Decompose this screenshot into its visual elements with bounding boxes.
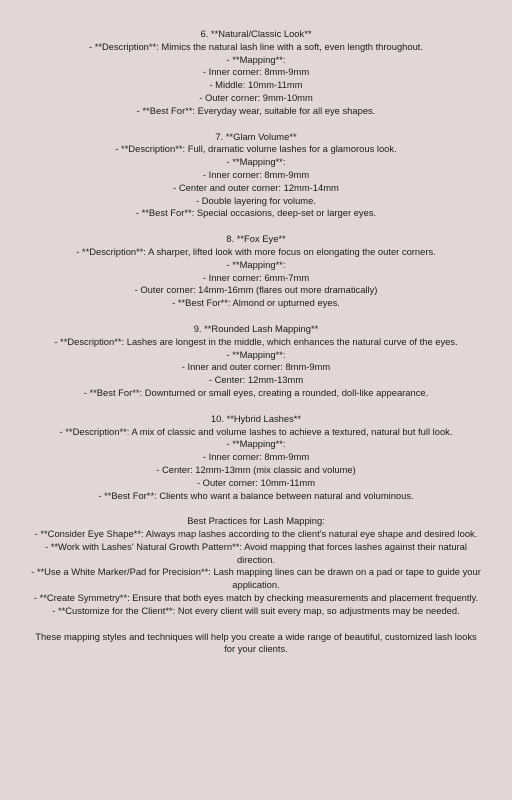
- practice-item: - **Work with Lashes' Natural Growth Pattern**: Avoid mapping that forces lashes against their natural direction.: [45, 540, 467, 565]
- closing-paragraph: [30, 631, 482, 657]
- practice-item: - **Customize for the Client**: Not every client will suit every map, so adjustments may be needed.: [52, 604, 460, 616]
- description-line: - **Description**: Lashes are longest in the middle, which enhances the natural curve of the eyes.: [54, 335, 458, 347]
- mapping-heading: - **Mapping**:: [226, 438, 286, 450]
- section-title: 8. **Fox Eye**: [226, 233, 286, 245]
- section-fox-eye: [30, 233, 482, 310]
- description-line: - **Description**: Full, dramatic volume lashes for a glamorous look.: [115, 143, 397, 155]
- section-rounded-lash-mapping: [30, 323, 482, 400]
- mapping-item: - Double layering for volume.: [196, 194, 316, 206]
- practice-item: - **Consider Eye Shape**: Always map lashes according to the client's natural eye shape and desired look.: [34, 528, 478, 540]
- mapping-item: - Center: 12mm-13mm (mix classic and volume): [156, 463, 356, 475]
- mapping-item: - Inner corner: 8mm-9mm: [202, 451, 310, 463]
- mapping-heading: - **Mapping**:: [226, 258, 286, 270]
- section-glam-volume: [30, 131, 482, 221]
- section-title: 7. **Glam Volume**: [215, 130, 297, 142]
- mapping-item: - Inner corner: 6mm-7mm: [202, 271, 310, 283]
- best-for-line: - **Best For**: Downturned or small eyes, creating a rounded, doll-like appearance.: [83, 386, 429, 398]
- best-for-line: - **Best For**: Special occasions, deep-set or larger eyes.: [135, 207, 377, 219]
- closing-text: These mapping styles and techniques will help you create a wide range of beautiful, customized lash looks for your clients.: [35, 630, 477, 655]
- section-title: 6. **Natural/Classic Look**: [200, 28, 312, 39]
- best-for-line: - **Best For**: Almond or upturned eyes.: [172, 297, 340, 309]
- mapping-item: - Inner and outer corner: 8mm-9mm: [181, 361, 331, 373]
- mapping-item: - Inner corner: 8mm-9mm: [202, 66, 310, 78]
- mapping-heading: - **Mapping**:: [226, 348, 286, 360]
- section-title: Best Practices for Lash Mapping:: [187, 515, 325, 527]
- section-natural-classic: [30, 28, 482, 118]
- section-title: 9. **Rounded Lash Mapping**: [193, 322, 319, 334]
- mapping-item: - Center and outer corner: 12mm-14mm: [173, 181, 339, 193]
- mapping-item: - Inner corner: 8mm-9mm: [202, 168, 310, 180]
- mapping-item: - Outer corner: 14mm-16mm (flares out more dramatically): [134, 284, 378, 296]
- mapping-item: - Outer corner: 10mm-11mm: [196, 476, 316, 488]
- description-line: - **Description**: A sharper, lifted look with more focus on elongating the outer corners.: [76, 245, 436, 257]
- section-best-practices: [30, 515, 482, 617]
- practice-item: - **Use a White Marker/Pad for Precision**: Lash mapping lines can be drawn on a pad or tape to guide your application.: [31, 566, 481, 591]
- mapping-item: - Outer corner: 9mm-10mm: [199, 91, 313, 103]
- description-line: - **Description**: Mimics the natural lash line with a soft, even length throughout.: [88, 40, 424, 52]
- best-for-line: - **Best For**: Clients who want a balance between natural and voluminous.: [98, 489, 414, 501]
- description-line: - **Description**: A mix of classic and volume lashes to achieve a textured, natural but full look.: [59, 425, 453, 437]
- mapping-heading: - **Mapping**:: [226, 156, 286, 168]
- mapping-heading: - **Mapping**:: [226, 53, 286, 65]
- mapping-item: - Middle: 10mm-11mm: [209, 79, 303, 91]
- best-for-line: - **Best For**: Everyday wear, suitable for all eye shapes.: [136, 104, 376, 116]
- mapping-item: - Center: 12mm-13mm: [208, 374, 304, 386]
- section-hybrid-lashes: [30, 413, 482, 503]
- practice-item: - **Create Symmetry**: Ensure that both eyes match by checking measurements and placement frequently.: [33, 592, 479, 604]
- section-title: 10. **Hybrid Lashes**: [210, 412, 302, 424]
